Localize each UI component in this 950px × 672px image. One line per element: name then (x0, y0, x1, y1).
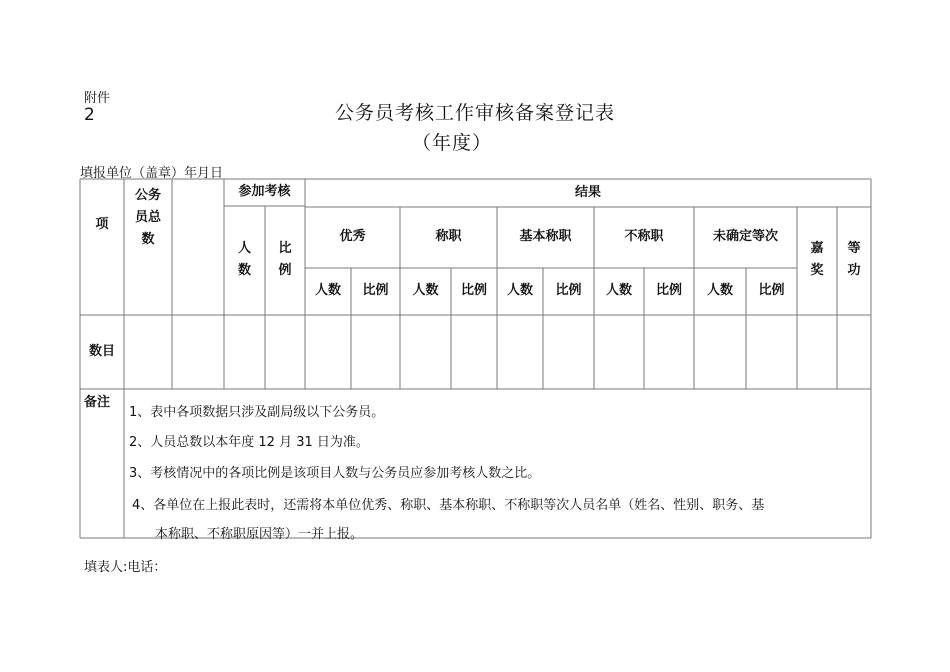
header-result: 结果 (574, 184, 601, 200)
note-item: 本称职、不称职原因等）一并上报。 (155, 527, 364, 542)
sub-header-ratio: 比例 (555, 283, 582, 299)
note-item: 1、表中各项数据只涉及副局级以下公务员。 (129, 405, 385, 420)
header-basically-competent: 基本称职 (519, 229, 572, 245)
header-participate: 参加考核 (238, 184, 291, 200)
sub-header-ratio: 比例 (655, 283, 682, 299)
sub-header-people: 人数 (314, 283, 341, 299)
page-subtitle: （年度） (412, 132, 493, 154)
header-merit: 等 功 (847, 241, 861, 279)
note-item: 2、人员总数以本年度 12 月 31 日为准。 (129, 435, 369, 450)
page-title: 公务员考核工作审核备案登记表 (335, 102, 616, 124)
note-item: 4、各单位在上报此表时，还需将本单位优秀、称职、基本称职、不称职等次人员名单（姓名、性别、职务、基 (132, 498, 765, 513)
header-incompetent: 不称职 (624, 229, 664, 245)
note-item: 3、考核情况中的各项比例是该项目人数与公务员应参加考核人数之比。 (129, 466, 541, 481)
header-total-staff: 公务 员总 数 (134, 188, 161, 248)
sub-header-people: 人数 (605, 283, 632, 299)
header-commendation: 嘉 奖 (810, 241, 824, 279)
sub-header-ratio: 比例 (362, 283, 389, 299)
header-participate-people: 人 数 (237, 241, 251, 279)
header-item: 项 (95, 216, 109, 232)
attachment-number: 2 (84, 105, 95, 125)
notes-label: 备注 (84, 395, 111, 410)
attachment-label: 附件 (84, 91, 111, 106)
sub-header-people: 人数 (506, 283, 533, 299)
sub-header-people: 人数 (412, 283, 439, 299)
row-label-count: 数目 (88, 343, 115, 359)
sub-header-ratio: 比例 (460, 283, 487, 299)
filler-person-line: 填表人:电话： (84, 560, 167, 575)
header-participate-ratio: 比 例 (278, 241, 292, 279)
header-undetermined: 未确定等次 (712, 229, 778, 245)
sub-header-ratio: 比例 (758, 283, 785, 299)
header-excellent: 优秀 (339, 229, 366, 245)
filler-unit-line: 填报单位（盖章）年月日 (80, 166, 224, 181)
header-competent: 称职 (435, 229, 462, 245)
sub-header-people: 人数 (706, 283, 733, 299)
